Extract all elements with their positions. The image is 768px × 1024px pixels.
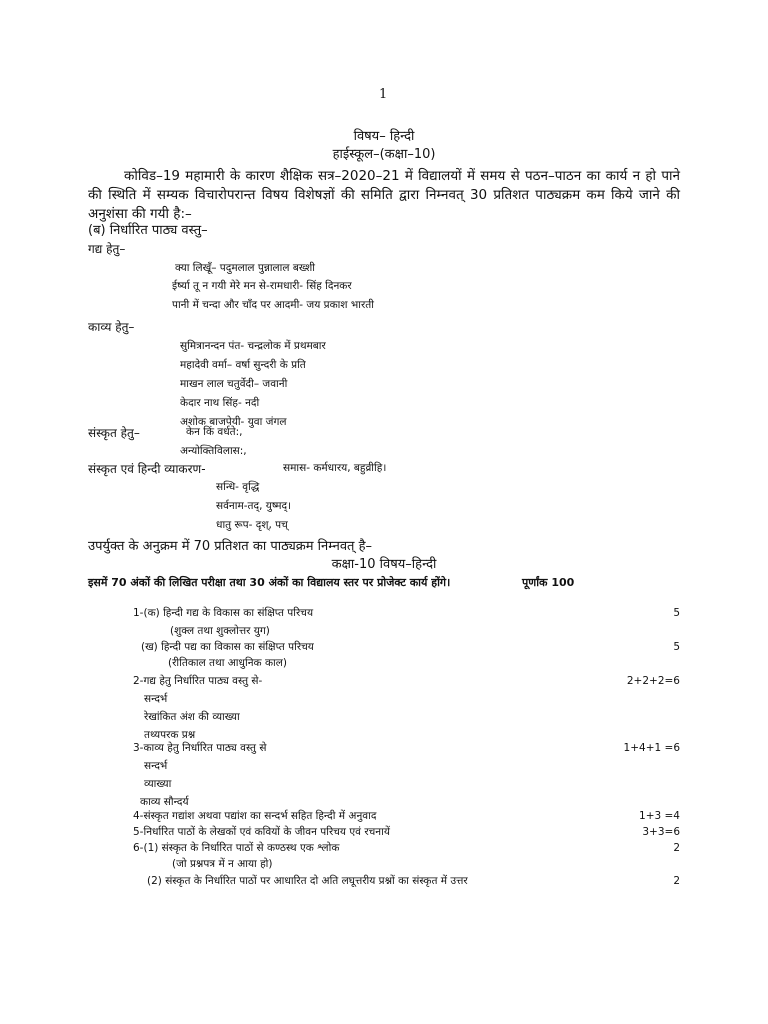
syllabus-marks: 2 <box>673 875 680 887</box>
syllabus-item-q4: 4-संस्कृत गद्यांश अथवा पद्यांश का सन्दर्भ सहित हिन्दी में अनुवाद <box>133 810 377 822</box>
syllabus-item-q3: 3-काव्य हेतु निर्धारित पाठ्य वस्तु से <box>133 742 267 754</box>
grammar-item: सन्धि- वृद्धि <box>216 481 260 493</box>
syllabus-marks: 1+3 =4 <box>639 810 680 822</box>
syllabus-sub: व्याख्या <box>144 778 172 790</box>
syllabus-sub: तथ्यपरक प्रश्न <box>144 729 196 741</box>
poetry-item: केदार नाथ सिंह- नदी <box>180 397 260 409</box>
grammar-item: धातु रूप- दृश्, पच् <box>216 519 288 531</box>
syllabus-item-q1b: (ख) हिन्दी पद्य का विकास का संक्षिप्त परिचय <box>141 641 314 653</box>
class-subject-heading: कक्षा-10 विषय–हिन्दी <box>331 557 437 572</box>
prose-item: क्या लिखूँ– पदुमलाल पुन्नालाल बख्शी <box>175 262 315 274</box>
sanskrit-heading: संस्कृत हेतु– <box>88 426 140 440</box>
prose-item: ईर्ष्या तू न गयी मेरे मन से-रामधारी- सिंह दिनकर <box>172 280 352 292</box>
syllabus-marks: 5 <box>673 641 680 653</box>
grammar-heading: संस्कृत एवं हिन्दी व्याकरण- <box>88 462 206 476</box>
section-a-heading: (ब) निर्धारित पाठ्य वस्तु– <box>88 223 208 238</box>
syllabus-sub: काव्य सौन्दर्य <box>140 796 189 808</box>
syllabus-item-q6a: 6-(1) संस्कृत के निर्धारित पाठों से कण्ठस्थ एक श्लोक <box>133 842 340 854</box>
poetry-item: माखन लाल चतुर्वेदी– जवानी <box>180 378 288 390</box>
poetry-item: अशोक बाजपेयी- युवा जंगल <box>180 416 287 428</box>
exam-info: इसमें 70 अंकों की लिखित परीक्षा तथा 30 अंकों का विद्यालय स्तर पर प्रोजेक्ट कार्य होंगे। <box>88 576 451 589</box>
syllabus-item-q5: 5-निर्धारित पाठों के लेखकों एवं कवियों के जीवन परिचय एवं रचनायें <box>133 826 390 838</box>
syllabus-sub: रेखांकित अंश की व्याख्या <box>144 711 240 723</box>
syllabus-sub: सन्दर्भ <box>144 760 168 772</box>
syllabus-sub: सन्दर्भ <box>144 693 168 705</box>
total-marks: पूर्णांक 100 <box>522 576 575 589</box>
sanskrit-item: अन्योक्तिविलास:, <box>180 445 247 457</box>
syllabus-marks: 2+2+2=6 <box>626 675 680 687</box>
sanskrit-item: केन किं वर्धते:, <box>186 426 243 438</box>
syllabus-sub: (शुक्ल तथा शुक्लोत्तर युग) <box>170 625 270 637</box>
class-heading: हाईस्कूल–(कक्षा–10) <box>332 147 436 162</box>
syllabus-marks: 3+3=6 <box>642 826 680 838</box>
syllabus-item-q2: 2-गद्य हेतु निर्धारित पाठ्य वस्तु से- <box>133 675 263 687</box>
syllabus-item-q6b: (2) संस्कृत के निर्धारित पाठों पर आधारित दो अति लघूत्तरीय प्रश्नों का संस्कृत में उत्तर <box>147 875 468 887</box>
grammar-item: सर्वनाम-तद्, युष्मद्। <box>216 500 292 512</box>
syllabus-marks: 5 <box>673 607 680 619</box>
syllabus-marks: 2 <box>673 842 680 854</box>
grammar-item: समास- कर्मधारय, बहुव्रीहि। <box>283 462 387 474</box>
syllabus-marks: 1+4+1 =6 <box>623 742 680 754</box>
poetry-item: सुमित्रानन्दन पंत- चन्द्रलोक में प्रथमबार <box>180 340 326 352</box>
subject-heading: विषय– हिन्दी <box>353 129 415 144</box>
intro-paragraph: कोविड–19 महामारी के कारण शैक्षिक सत्र–2020–21 में विद्यालयों में समय से पठन–पाठन का कार्य न हो पाने की स्थिति में सम्यक विचारोपरान्त विषय विशेषज्ञों की समिति द्वारा निम्नवत् 30 प्रतिशत पाठ्यक्रम कम किये जाने की अनुशंसा की गयी है:– <box>88 168 680 222</box>
poetry-item: महादेवी वर्मा– वर्षा सुन्दरी के प्रति <box>180 359 306 371</box>
seventy-percent-intro: उपर्युक्त के अनुक्रम में 70 प्रतिशत का पाठ्यक्रम निम्नवत् है– <box>88 539 373 554</box>
prose-heading: गद्य हेतु– <box>88 242 126 256</box>
syllabus-sub: (रीतिकाल तथा आधुनिक काल) <box>168 657 287 669</box>
page-number: 1 <box>379 87 388 102</box>
syllabus-item-q1a: 1-(क) हिन्दी गद्य के विकास का संक्षिप्त परिचय <box>133 607 314 619</box>
prose-item: पानी में चन्दा और चाँद पर आदमी- जय प्रकाश भारती <box>172 299 374 311</box>
poetry-heading: काव्य हेतु– <box>88 320 135 334</box>
syllabus-sub: (जो प्रश्नपत्र में न आया हो) <box>172 858 273 870</box>
